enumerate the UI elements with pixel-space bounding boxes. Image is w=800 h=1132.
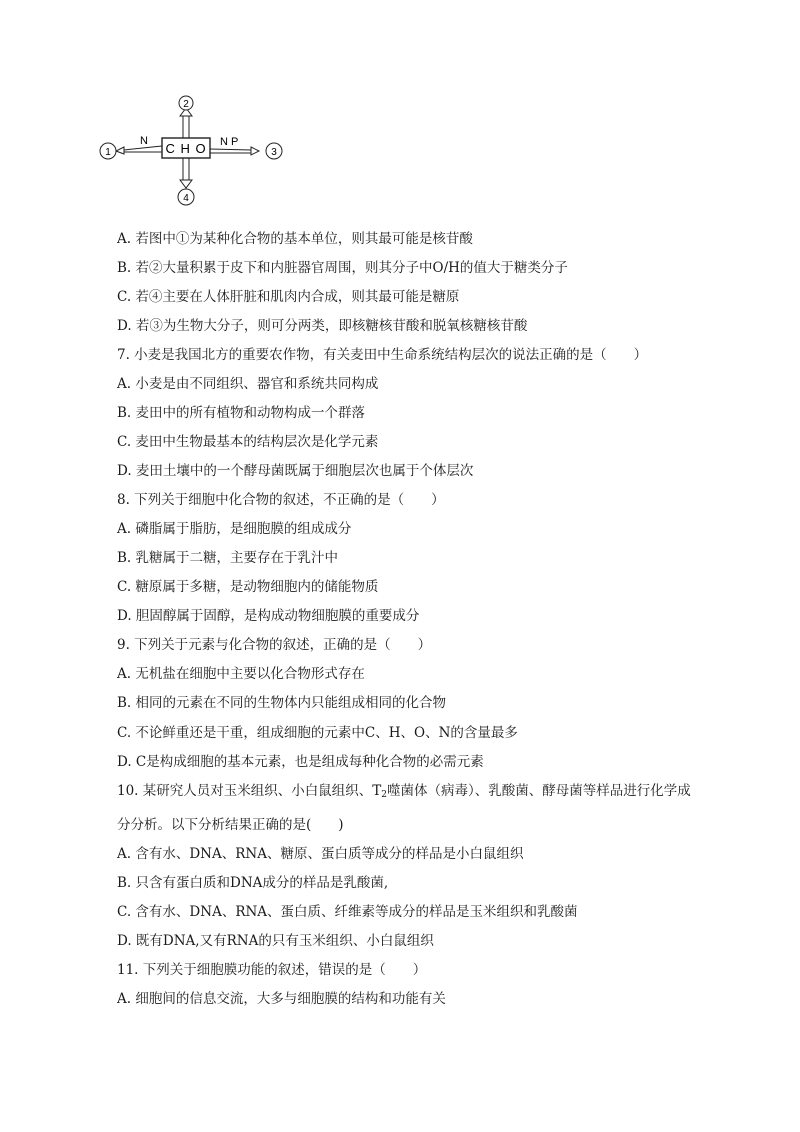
node-2-label: 2 (183, 99, 189, 110)
cho-diagram (96, 92, 296, 210)
q7-option-d: D. 麦田土壤中的一个酵母菌既属于细胞层次也属于个体层次 (117, 463, 474, 479)
q9-option-b: B. 相同的元素在不同的生物体内只能组成相同的化合物 (117, 695, 447, 711)
q8-option-d: D. 胆固醇属于固醇，是构成动物细胞膜的重要成分 (117, 608, 420, 624)
q8-option-a: A. 磷脂属于脂肪，是细胞膜的组成成分 (117, 521, 352, 537)
q6-option-c: C. 若④主要在人体肝脏和肌肉内合成，则其最可能是糖原 (117, 289, 460, 305)
arrow-left-label: N (140, 135, 148, 147)
q8-stem: 8. 下列关于细胞中化合物的叙述，不正确的是（ ） (117, 492, 445, 508)
q10-stem-line2: 分分析。以下分析结果正确的是( ) (117, 817, 344, 833)
q6-option-a: A. 若图中①为某种化合物的基本单位，则其最可能是核苷酸 (117, 231, 473, 247)
q9-stem: 9. 下列关于元素与化合物的叙述，正确的是（ ） (117, 637, 432, 653)
node-3-label: 3 (271, 147, 277, 158)
q10-stem-line1 (117, 785, 691, 800)
arrow-right (210, 149, 251, 150)
q10-option-d: D. 既有DNA,又有RNA的只有玉米组织、小白鼠组织 (117, 933, 434, 949)
q7-option-a: A. 小麦是由不同组织、器官和系统共同构成 (117, 376, 379, 392)
q6-option-b: B. 若②大量积累于皮下和内脏器官周围，则其分子中O/H的值大于糖类分子 (117, 260, 568, 276)
arrowhead-down (180, 180, 192, 188)
q7-option-c: C. 麦田中生物最基本的结构层次是化学元素 (117, 434, 379, 450)
q10-stem-part1: 10. 某研究人员对玉米组织、小白鼠组织、T (117, 783, 382, 799)
q7-option-b: B. 麦田中的所有植物和动物构成一个群落 (117, 405, 366, 421)
q8-option-b: B. 乳糖属于二糖，主要存在于乳汁中 (117, 550, 339, 566)
node-1-label: 1 (105, 147, 111, 158)
q6-option-d: D. 若③为生物大分子，则可分两类，即核糖核苷酸和脱氧核糖核苷酸 (117, 318, 528, 334)
cho-label: C H O (165, 141, 207, 156)
arrowhead-right (251, 147, 259, 155)
q10-stem-part2: 噬菌体（病毒）、乳酸菌、酵母菌等样品进行化学成 (387, 783, 691, 799)
q10-option-c: C. 含有水、DNA、RNA、蛋白质、纤维素等成分的样品是玉米组织和乳酸菌 (117, 904, 578, 920)
q10-subscript: 2 (381, 790, 387, 800)
q11-stem: 11. 下列关于细胞膜功能的叙述，错误的是（ ） (117, 962, 427, 978)
q10-option-a: A. 含有水、DNA、RNA、糖原、蛋白质等成分的样品是小白鼠组织 (117, 846, 524, 862)
q10-option-b: B. 只含有蛋白质和DNA成分的样品是乳酸菌, (117, 875, 389, 891)
q8-option-c: C. 糖原属于多糖，是动物细胞内的储能物质 (117, 579, 379, 595)
arrowhead-left (116, 147, 124, 154)
q11-option-a: A. 细胞间的信息交流，大多与细胞膜的结构和功能有关 (117, 991, 446, 1007)
q9-option-a: A. 无机盐在细胞中主要以化合物形式存在 (117, 666, 365, 682)
q7-stem: 7. 小麦是我国北方的重要农作物，有关麦田中生命系统结构层次的说法正确的是（ ） (117, 347, 648, 363)
node-4-label: 4 (183, 193, 189, 204)
q9-option-c: C. 不论鲜重还是干重，组成细胞的元素中C、H、O、N的含量最多 (117, 725, 518, 741)
arrow-right-label: N P (220, 136, 239, 148)
q9-option-d: D. C是构成细胞的基本元素，也是组成每种化合物的必需元素 (117, 754, 484, 770)
